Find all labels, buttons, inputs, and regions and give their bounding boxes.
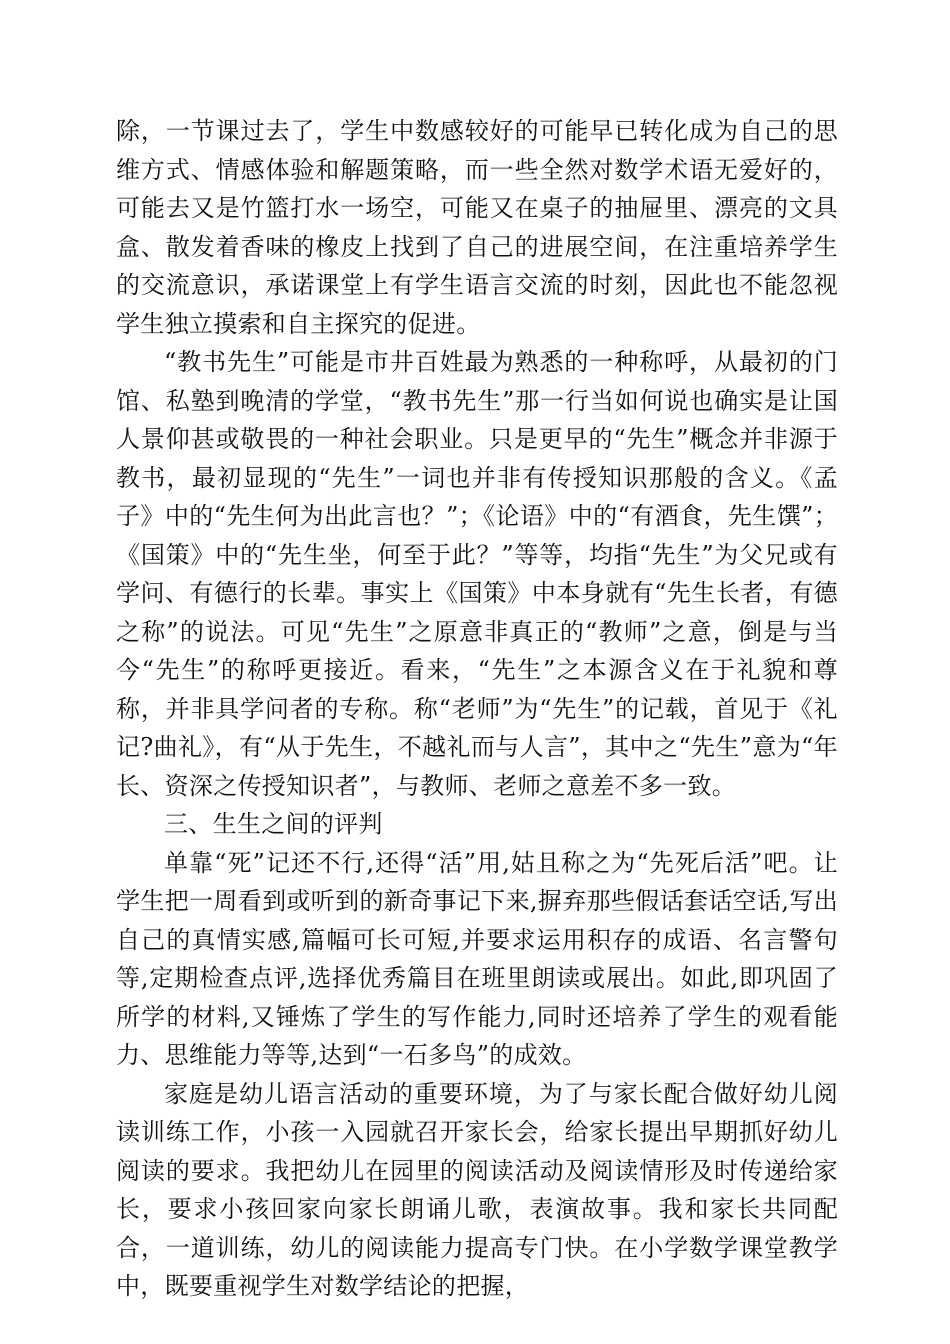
section-heading: 三、生生之间的评判: [164, 810, 383, 838]
paragraph-2: “教书先生”可能是市井百姓最为熟悉的一种称呼，从最初的门馆、私塾到晚清的学堂，“教书先生”那一行当如何说也确实是让国人景仰甚或敬畏的一种社会职业。只是更早的“先生”概念并非源于教书，最初显现的“先生”一词也并非有传授知识那般的含义。《孟子》中的“先生何为出此言也？”；《论语》中的“有酒食，先生馔”；《国策》中的“先生坐，何至于此？”等等，均指“先生”为父兄或有学问、有德行的长辈。事实上《国策》中本身就有“先生长者，有德之称”的说法。可见“先生”之原意非真正的“教师”之意，倒是与当今“先生”的称呼更接近。看来，“先生”之本源含义在于礼貌和尊称，并非具学问者的专称。称“老师”为“先生”的记载，首见于《礼记?曲礼》，有“从于先生，不越礼而与人言”，其中之“先生”意为“年长、资深之传授知识者”，与教师、老师之意差不多一致。: [116, 348, 838, 800]
paragraph-3: 单靠“死”记还不行,还得“活”用,姑且称之为“先死后活”吧。让学生把一周看到或听到的新奇事记下来,摒弃那些假话套话空话,写出自己的真情实感,篇幅可长可短,并要求运用积存的成语、名言警句等,定期检查点评,选择优秀篇目在班里朗读或展出。如此,即巩固了所学的材料,又锤炼了学生的写作能力,同时还培养了学生的观看能力、思维能力等等,达到“一石多鸟”的成效。: [116, 848, 838, 1069]
paragraph-1: 除，一节课过去了，学生中数感较好的可能早已转化成为自己的思维方式、情感体验和解题策略，而一些全然对数学术语无爱好的，可能去又是竹篮打水一场空，可能又在桌子的抽屉里、漂亮的文具盒、散发着香味的橡皮上找到了自己的进展空间，在注重培养学生的交流意识，承诺课堂上有学生语言交流的时刻，因此也不能忽视学生独立摸索和自主探究的促进。: [116, 117, 838, 338]
document-page: [116, 112, 838, 1306]
paragraph-4: 家庭是幼儿语言活动的重要环境，为了与家长配合做好幼儿阅读训练工作，小孩一入园就召开家长会，给家长提出早期抓好幼儿阅读的要求。我把幼儿在园里的阅读活动及阅读情形及时传递给家长，要求小孩回家向家长朗诵儿歌，表演故事。我和家长共同配合，一道训练，幼儿的阅读能力提高专门快。在小学数学课堂教学中，既要重视学生对数学结论的把握，: [116, 1079, 838, 1300]
